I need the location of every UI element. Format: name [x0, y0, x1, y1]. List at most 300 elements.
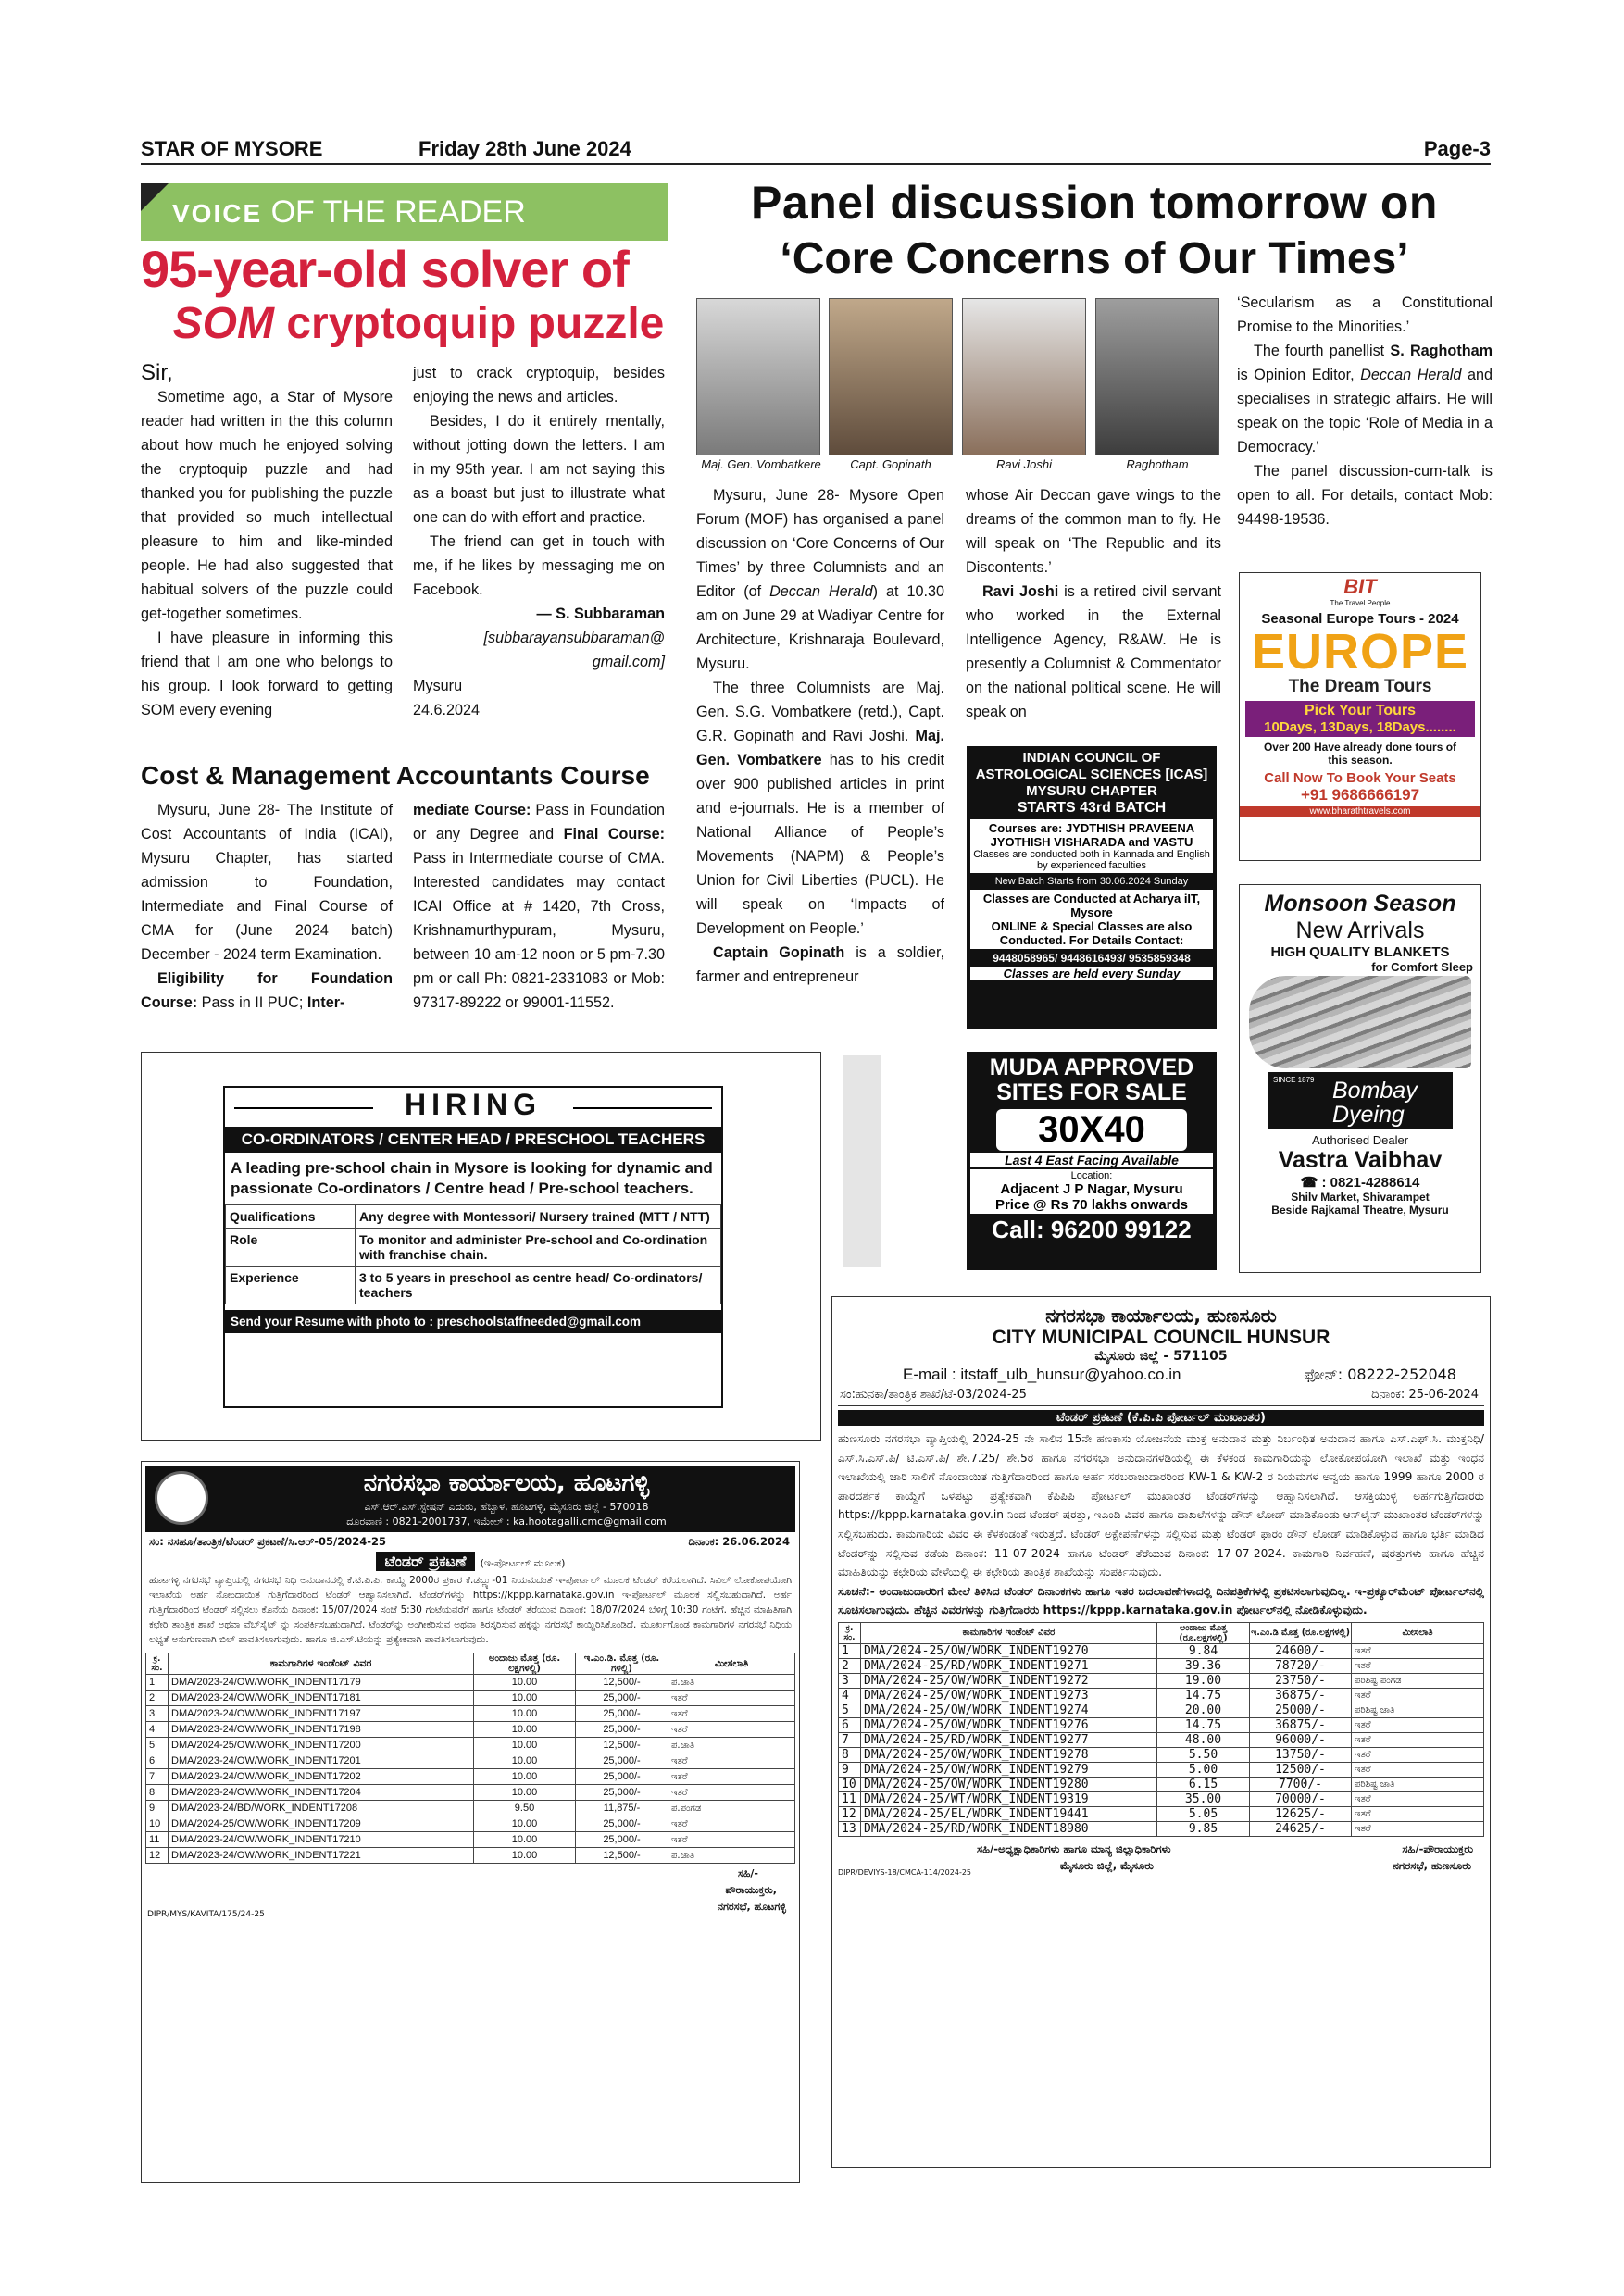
table-cell: 9.85: [1157, 1821, 1250, 1836]
hootagalli-ref: ಸಂ: ನಸಹೂ/ತಾಂತ್ರಿಕ/ಟೆಂಡರ್ ಪ್ರಕಟಣೆ/ಸಿ.ಆರ್-05/2024-25: [149, 1535, 387, 1548]
table-cell: ಪ.ಜಾತಿ: [668, 1738, 795, 1753]
caption-gopinath: Capt. Gopinath: [850, 457, 931, 471]
cma-inter-label: Inter-: [306, 994, 345, 1011]
table-row: [839, 1673, 1484, 1688]
hiring-rule-right: [573, 1107, 712, 1109]
table-row: [839, 1688, 1484, 1703]
table-row: [146, 1816, 795, 1832]
table-cell: 20.00: [1157, 1703, 1250, 1717]
panel-col-1: [696, 483, 944, 989]
cma-final: Pass in Intermediate course of CMA. Interested candidates may contact ICAI Office at # 1420, 7th Cross, Krishnamurthypuram, Mysuru, between 10 am-12 noon or 5 pm-7.30 pm or call Ph: 0821-2331083 or Mob: 97317-89222 or 99001-11552.: [413, 850, 665, 1011]
hootagalli-address: ಎಸ್.ಆರ್.ಎಸ್.ಸ್ಟೇಷನ್ ಎದುರು, ಹೆಬ್ಬಾಳ, ಹೂಟಗಳ್ಳಿ, ಮೈಸೂರು ಜಿಲ್ಲೆ - 570018: [364, 1501, 649, 1513]
table-cell: 25,000/-: [576, 1753, 668, 1769]
cma-intermediate-label: mediate Course:: [413, 802, 531, 818]
table-cell: ಇತರೆ: [668, 1769, 795, 1785]
astro-phones: 9448058965/ 9448616493/ 9535859348: [993, 952, 1191, 965]
blanket-image: [1249, 976, 1471, 1068]
table-cell: DMA/2024-25/OW/WORK_INDENT19280: [861, 1777, 1157, 1791]
table-cell: 9: [839, 1762, 861, 1777]
hootagalli-notice-bar: [145, 1553, 795, 1571]
photo-vombatkere: [696, 298, 820, 455]
table-cell: 10.00: [474, 1832, 576, 1848]
table-row: [839, 1762, 1484, 1777]
table-row: [146, 1722, 795, 1738]
muda-line-2: SITES FOR SALE: [996, 1079, 1187, 1105]
table-cell: 9.50: [474, 1801, 576, 1816]
hunsur-body: ಹುಣಸೂರು ನಗರಸಭಾ ವ್ಯಾಪ್ತಿಯಲ್ಲಿ 2024-25 ನೇ ಸಾಲಿನ 15ನೇ ಹಣಕಾಸು ಯೋಜನೆಯ ಮುಕ್ತ ಅನುದಾನ ಮತ್ತು ನಿರ್ಬಂಧಿತ ಅನುದಾನ ಹಾಗೂ ಎಸ್.ಎಫ್.ಸಿ. ಮುಕ್ತನಿಧಿ/ ಎಸ್.ಸಿ.ಎಸ್.ಪಿ/ ಟಿ.ಎಸ್.ಪಿ/ ಶೇ.7.25/ ಶೇ.5ರ ಹಾಗೂ ನಗರಸಭಾ ಅನುದಾನಗಳಡಿಯಲ್ಲಿ ಈ ಕೆಳಕಂಡ ಕಾಮಗಾರಿಯನ್ನು ಲೋಕೋಪಯೋಗಿ ಇಲಾಖೆ ಮತ್ತು ಇಂಧನ ಇಲಾಖೆಯಲ್ಲಿ ಜಾರಿ ಸಾಲಿಗೆ ನೊಂದಾಯಿತ ಗುತ್ತಿಗೆದಾರರಿಂದ ಹಾಗೂ ಅರ್ಹ ಸರಬರಾಜುದಾರರಿಂದ KW-1 & KW-2 ರ ನಿಯಮಗಳ ಅನ್ವಯ ಹಾಗೂ 1999 ಹಾಗೂ 2000 ರ ಪಾರದರ್ಶಕ ಕಾಯ್ದೆಗೆ ಒಳಪಟ್ಟು ಪ್ರತ್ಯೇಕವಾಗಿ ಕೆಪಿಪಿಪಿ ಪೋರ್ಟಲ್ ಮುಖಾಂತರ ಟೆಂಡರ್‌ಗಳನ್ನು ಆಹ್ವಾನಿಸಲಾಗಿದೆ. ಆಸಕ್ತಿಯುಳ್ಳ ಅರ್ಹಗುತ್ತಿಗೆದಾರರು https://kppp.karnataka.gov.in ನಿಂದ ಟೆಂಡರ್ ಷರತ್ತು, ಇಎಂಡಿ ವಿವರ ಹಾಗೂ ದಾಖಲೆಗಳನ್ನು ಡೌನ್ ಲೋಡ್ ಮಾಡಿಕೊಂಡು ಆನ್‌ಲೈನ್ ಮುಖಾಂತರ ಟೆಂಡರ್‌ಗಳನ್ನು ಸಲ್ಲಿಸಬಹುದು. ಕಾಮಗಾರಿಯ ವಿವರ ಈ ಕೆಳಕಂಡಂತೆ ಇರುತ್ತದೆ. ಟೆಂಡರ್ ಅಕ್ಷೇಪಣೆಗಳನ್ನು ಸಲ್ಲಿಸುವ ಮತ್ತು ಟೆಂಡರ್ ಫಾರಂ ಡೌನ್ ಲೋಡ್ ಮಾಡಿಕೊಳ್ಳುವ ಹಾಗೂ ಭರ್ತಿ ಮಾಡಿದ ಟೆಂಡರ್‌ನ್ನು ಸಲ್ಲಿಸುವ ಕಡೆಯ ದಿನಾಂಕ: 11-07-2024 ಹಾಗೂ ಟೆಂಡರ್ ತೆರೆಯುವ ದಿನಾಂಕ: 17-07-2024. ಕಾಮಗಾರಿ ನಿರ್ವಹಣೆ, ಷರತ್ತುಗಳು ಹಾಗೂ ಹೆಚ್ಚಿನ ಮಾಹಿತಿಯನ್ನು ಕಛೇರಿಯ ವೇಳೆಯಲ್ಲಿ ಈ ಕಛೇರಿಯ ತಾಂತ್ರಿಕ ಶಾಖೆಯನ್ನು ಸಂಪರ್ಕಿಸುವುದು.: [838, 1432, 1484, 1579]
table-cell: 2: [839, 1658, 861, 1673]
table-cell: ಇತರೆ: [1352, 1643, 1484, 1658]
hiring-key: Role: [226, 1229, 356, 1267]
bombay-since: SINCE 1879: [1273, 1076, 1315, 1084]
table-row: [226, 1205, 721, 1229]
table-cell: 8: [839, 1747, 861, 1762]
hootagalli-sign-2: ಪೌರಾಯುಕ್ತರು,: [725, 1884, 777, 1896]
table-row: [839, 1732, 1484, 1747]
hunsur-sign-left-1: ಸಹಿ/-ಅಧ್ಯಕ್ಷಾಧಿಕಾರಿಗಳು ಹಾಗೂ ಮಾನ್ಯ ಜಿಲ್ಲಾಧಿಕಾರಿಗಳು: [977, 1841, 1171, 1855]
table-cell: ಪರಿಶಿಷ್ಟ ಪಂಗಡ: [1352, 1673, 1484, 1688]
panel-vombatkere-label: Maj. Gen. Vombatkere: [696, 728, 944, 768]
ad-bombay-dyeing: [1239, 884, 1481, 1273]
table-cell: 5.00: [1157, 1762, 1250, 1777]
table-row: [839, 1717, 1484, 1732]
grey-strip: [843, 1055, 881, 1267]
table-cell: 25,000/-: [576, 1832, 668, 1848]
bombay-brand-2: Dyeing: [1332, 1102, 1405, 1128]
europe-pick: Pick Your Tours: [1304, 703, 1417, 718]
emblem-icon: [155, 1471, 208, 1525]
table-cell: 7: [146, 1769, 169, 1785]
muda-price: Price @ Rs 70 lakhs onwards: [994, 1197, 1189, 1213]
europe-days: 10Days, 13Days, 18Days........: [1264, 719, 1456, 735]
cma-intro: Mysuru, June 28- The Institute of Cost Accountants of India (ICAI), Mysuru Chapter, has started admission to Foundation, Intermediate and Final Course of CMA for (June 2024 batch) December - 2024 term Examination.: [141, 802, 393, 963]
hunsur-signature: [838, 1837, 1484, 1883]
hootagalli-signature: [145, 1864, 795, 1928]
table-row: [839, 1643, 1484, 1658]
table-cell: 1: [146, 1675, 169, 1691]
table-cell: 48.00: [1157, 1732, 1250, 1747]
hootagalli-date: ದಿನಾಂಕ: 26.06.2024: [688, 1535, 790, 1548]
table-cell: 19.00: [1157, 1673, 1250, 1688]
table-cell: ಇತರೆ: [1352, 1732, 1484, 1747]
column-header: ಕ್ರ. ಸಂ.: [839, 1622, 861, 1643]
table-cell: 6: [146, 1753, 169, 1769]
table-row: [146, 1753, 795, 1769]
hootagalli-notice: ಟೆಂಡರ್ ಪ್ರಕಟಣೆ: [376, 1552, 476, 1571]
masthead: [141, 137, 1491, 165]
panel-headline-1: Panel discussion tomorrow on: [751, 177, 1438, 229]
table-row: [146, 1832, 795, 1848]
panel-contact: The panel discussion-cum-talk is open to all. For details, contact Mob: 94498-19536.: [1237, 463, 1493, 528]
hootagalli-table: [145, 1653, 795, 1864]
photo-raghotham: [1095, 298, 1219, 455]
table-cell: ಇತರೆ: [1352, 1688, 1484, 1703]
ad-astro: [967, 746, 1217, 1029]
table-cell: 24600/-: [1250, 1643, 1352, 1658]
muda-loc: Adjacent J P Nagar, Mysuru: [1000, 1181, 1183, 1197]
table-cell: 12,500/-: [576, 1738, 668, 1753]
reader-kicker: [141, 183, 668, 241]
table-cell: 24625/-: [1250, 1821, 1352, 1836]
cma-col-1: [141, 798, 393, 1015]
reader-col-2: [413, 361, 665, 722]
europe-big: EUROPE: [1251, 624, 1469, 680]
table-row: [226, 1229, 721, 1267]
table-cell: ಇತರೆ: [1352, 1658, 1484, 1673]
hunsur-table: [838, 1622, 1484, 1837]
bombay-h3: HIGH QUALITY BLANKETS: [1270, 944, 1450, 960]
table-cell: 10.00: [474, 1753, 576, 1769]
column-header: ಅಂದಾಜು ಮೊತ್ತ (ರೂ. ಲಕ್ಷಗಳಲ್ಲಿ): [474, 1653, 576, 1675]
column-header: ಇ.ಎಂ.ಡಿ. ಮೊತ್ತ (ರೂ. ಗಳಲ್ಲಿ): [576, 1653, 668, 1675]
astro-newbatch: New Batch Starts from 30.06.2024 Sunday: [994, 876, 1189, 887]
astro-courses-2: JYOTHISH VISHARADA and VASTU: [990, 835, 1193, 849]
panel-raghotham-label: S. Raghotham: [1390, 343, 1493, 359]
astro-sunday: Classes are held every Sunday: [970, 967, 1213, 980]
reader-para: The friend can get in touch with me, if he likes by messaging me on Facebook.: [413, 533, 665, 598]
table-row: [146, 1706, 795, 1722]
table-cell: 9.84: [1157, 1643, 1250, 1658]
table-cell: ಇತರೆ: [1352, 1717, 1484, 1732]
bombay-addr-2: Beside Rajkamal Theatre, Mysuru: [1271, 1204, 1449, 1217]
table-cell: 5.50: [1157, 1747, 1250, 1762]
table-cell: DMA/2024-25/OW/WORK_INDENT19272: [861, 1673, 1157, 1688]
europe-line-1: Seasonal Europe Tours - 2024: [1261, 611, 1459, 627]
table-cell: ಪ.ಪಂಗಡ: [668, 1801, 795, 1816]
hunsur-ref-row: [838, 1386, 1484, 1406]
table-cell: DMA/2024-25/RD/WORK_INDENT19277: [861, 1732, 1157, 1747]
bombay-brand-1: Bombay: [1332, 1078, 1418, 1104]
column-header: ಮೀಸಲಾತಿ: [668, 1653, 795, 1675]
hootagalli-body: ಹೂಟಗಳ್ಳಿ ನಗರಸಭೆ ವ್ಯಾಪ್ತಿಯಲ್ಲಿ ನಗರಸಭೆ ನಿಧಿ ಅನುದಾನದಲ್ಲಿ ಕೆ.ಟಿ.ಪಿ.ಪಿ. ಕಾಯ್ದೆ 2000ರ ಪ್ರಕಾರ ಕೆ.ಡಬ್ಲ್ಯು-01 ನಿಯಮದಂತೆ ಇ-ಪೋರ್ಟಲ್ ಮೂಲಕ ಟೆಂಡರ್ ಕರೆಯಲಾಗಿದೆ. ಸಿವಿಲ್ ಲೋಕೋಪಯೋಗಿ ಇಲಾಖೆಯ ಅರ್ಹ ನೋಂದಾಯಿತ ಗುತ್ತಿಗೆದಾರರಿಂದ ಟೆಂಡರ್ ಆಹ್ವಾನಿಸಲಾಗಿದೆ. ಟೆಂಡರ್‌ಗಳನ್ನು https://kppp.karnataka.gov.in ಇ-ಪೋರ್ಟಲ್ ಮೂಲಕ ಸಲ್ಲಿಸಬಹುದಾಗಿದೆ. ಅರ್ಹ ಗುತ್ತಿಗೆದಾರರಿಂದ ಟೆಂಡರ್ ಸಲ್ಲಿಸಲು ಕೊನೆಯ ದಿನಾಂಕ: 15/07/2024 ಸಂಜೆ 5:30 ಗಂಟೆಯವರೆಗೆ ಹಾಗೂ ಟೆಂಡರ್ ತೆರೆಯುವ ದಿನಾಂಕ: 18/07/2024 ಬೆಳಿಗ್ಗೆ 10:30 ಗಂಟೆಗೆ. ಹೆಚ್ಚಿನ ಮಾಹಿತಿಗಾಗಿ ಕಛೇರಿ ತಾಂತ್ರಿಕ ಶಾಖೆ ಅಥವಾ ವೆಬ್‌ಸೈಟ್ ನ್ನು ಸಂಪರ್ಕಿಸಬಹುದಾಗಿದೆ. ಟೆಂಡರ್‌ನ್ನು ಅಂಗೀಕರಿಸುವ ಅಥವಾ ತಿರಸ್ಕರಿಸುವ ಹಕ್ಕನ್ನು ನಗರಸಭೆ ಕಾಯ್ದಿರಿಸಿಕೊಂಡಿದೆ. ಮೂರ್ಖಗೊಂಡ ಕಾಮಗಾರಿಗಳ ನಗರಸಭೆ ನಿಧಿಯ ಲಭ್ಯತೆ ಅನುಗುಣವಾಗಿ ಬಿಲ್ ಪಾವತಿಸಲಾಗುವುದು. ಹಾಗೂ ಜಿ.ಎಸ್.ಟಿಯನ್ನು ಪ್ರತ್ಯೇಕವಾಗಿ ಪಾವತಿಸಲಾಗುವುದು.: [149, 1575, 792, 1645]
table-cell: 96000/-: [1250, 1732, 1352, 1747]
kicker-corner: [141, 183, 169, 211]
hiring-value: Any degree with Montessori/ Nursery trained (MTT / NTT): [356, 1205, 721, 1229]
table-cell: 10.00: [474, 1738, 576, 1753]
table-cell: DMA/2023-24/OW/WORK_INDENT17204: [169, 1785, 474, 1801]
reader-headline-2: [159, 298, 678, 349]
tender-hootagalli: [141, 1461, 800, 2183]
cma-col-2: [413, 798, 665, 1015]
caption-vombatkere: Maj. Gen. Vombatkere: [701, 457, 821, 471]
table-cell: DMA/2023-24/OW/WORK_INDENT17179: [169, 1675, 474, 1691]
caption-ravi-joshi: Ravi Joshi: [996, 457, 1052, 471]
table-cell: 12,500/-: [576, 1675, 668, 1691]
table-cell: 10: [839, 1777, 861, 1791]
muda-loc-label: Location:: [1070, 1170, 1113, 1181]
hunsur-note: ಸೂಚನೆ:- ಅಂದಾಜುದಾರರಿಗೆ ಮೇಲೆ ತಿಳಿಸಿದ ಟೆಂಡರ್ ದಿನಾಂಕಗಳು ಹಾಗೂ ಇತರ ಬದಲಾವಣೆಗಳಾದಲ್ಲಿ ದಿನಪತ್ರಿಕೆಗಳಲ್ಲಿ ಪ್ರಕಟಿಸಲಾಗುವುದಿಲ್ಲ. ಇ-ಪ್ರಕ್ಯೂರ್‌ಮೆಂಟ್ ಪೋರ್ಟಲ್‌ನಲ್ಲಿ ಸೂಚಿಸಲಾಗುವುದು. ಹೆಚ್ಚಿನ ವಿವರಗಳನ್ನು ಗುತ್ತಿಗೆದಾರರು https://kppp.karnataka.gov.in ಪೋರ್ಟಲ್‌ನಲ್ಲಿ ನೋಡಿಕೊಳ್ಳುವುದು.: [838, 1584, 1484, 1617]
column-header: ಇ.ಎಂ.ಡಿ ಮೊತ್ತ (ರೂ.ಲಕ್ಷಗಳಲ್ಲಿ): [1250, 1622, 1352, 1643]
table-cell: DMA/2024-25/OW/WORK_INDENT19278: [861, 1747, 1157, 1762]
astro-courses: Courses are: JYDTHISH PRAVEENA: [988, 821, 1195, 835]
table-cell: DMA/2024-25/OW/WORK_INDENT17209: [169, 1816, 474, 1832]
reader-date: 24.6.2024: [413, 702, 481, 718]
table-cell: 25,000/-: [576, 1816, 668, 1832]
table-cell: DMA/2024-25/EL/WORK_INDENT19441: [861, 1806, 1157, 1821]
reader-col-1: [141, 361, 393, 722]
table-cell: 7: [839, 1732, 861, 1747]
caption-raghotham: Raghotham: [1126, 457, 1189, 471]
reader-headline-1: 95-year-old solver of: [141, 240, 629, 298]
table-cell: ಇತರೆ: [668, 1816, 795, 1832]
column-header: ಕ್ರ. ಸಂ.: [146, 1653, 169, 1675]
table-cell: ಇತರೆ: [1352, 1747, 1484, 1762]
panel-gopinath-label: Captain Gopinath: [713, 944, 845, 961]
table-cell: 12: [839, 1806, 861, 1821]
hootagalli-sign-1: ಸಹಿ/-: [738, 1867, 758, 1879]
cma-headline: Cost & Management Accountants Course: [141, 761, 650, 790]
astro-at: Classes are Conducted at Acharya iIT, Mysore: [982, 892, 1201, 919]
hootagalli-sign-3: ನಗರಸಭೆ, ಹೂಟಗಳ್ಳಿ: [717, 1901, 786, 1913]
table-cell: 25,000/-: [576, 1722, 668, 1738]
table-cell: 35.00: [1157, 1791, 1250, 1806]
reader-place: Mysuru: [413, 678, 463, 694]
table-cell: ಇತರೆ: [1352, 1821, 1484, 1836]
panel-columnists: The three Columnists are Maj. Gen. S.G. Vombatkere (retd.), Capt. G.R. Gopinath and Ravi Joshi.: [696, 680, 944, 744]
table-header-row: [839, 1622, 1484, 1643]
table-cell: DMA/2024-25/OW/WORK_INDENT19274: [861, 1703, 1157, 1717]
table-cell: 14.75: [1157, 1688, 1250, 1703]
table-cell: DMA/2024-25/OW/WORK_INDENT19273: [861, 1688, 1157, 1703]
hiring-key: Experience: [226, 1267, 356, 1304]
hunsur-contact-row: [838, 1364, 1484, 1386]
table-cell: 10.00: [474, 1691, 576, 1706]
europe-phone: +91 9686666197: [1300, 786, 1420, 804]
table-cell: DMA/2024-25/OW/WORK_INDENT17200: [169, 1738, 474, 1753]
table-cell: ಇತರೆ: [1352, 1791, 1484, 1806]
table-cell: 70000/-: [1250, 1791, 1352, 1806]
table-cell: DMA/2023-24/OW/WORK_INDENT17202: [169, 1769, 474, 1785]
astro-info-box: [970, 890, 1213, 949]
panel-headline-2: ‘Core Concerns of Our Times’: [780, 234, 1409, 283]
hootagalli-phone: ದೂರವಾಣಿ : 0821-2001737, ಇಮೇಲ್ : ka.hootagalli.cmc@gmail.com: [346, 1516, 667, 1528]
astro-starts: STARTS 43rd BATCH: [1017, 800, 1167, 816]
panel-photos: [696, 298, 1220, 474]
bombay-shop: Vastra Vaibhav: [1278, 1147, 1443, 1173]
cma-eligibility: Pass in II PUC;: [201, 994, 304, 1011]
hiring-value: 3 to 5 years in preschool as centre head/ Co-ordinators/ teachers: [356, 1267, 721, 1304]
table-cell: 9: [146, 1801, 169, 1816]
muda-loc-box: [970, 1169, 1213, 1214]
table-cell: ಇತರೆ: [668, 1722, 795, 1738]
table-cell: 10.00: [474, 1785, 576, 1801]
table-cell: 10.00: [474, 1848, 576, 1864]
bombay-dealer: Authorised Dealer: [1311, 1133, 1409, 1147]
page-number: Page-3: [1423, 137, 1491, 160]
hiring-intro: A leading pre-school chain in Mysore is looking for dynamic and passionate Co-ordinators / Centre head / Pre-school teachers.: [231, 1159, 713, 1197]
table-cell: 25,000/-: [576, 1769, 668, 1785]
reader-para: just to crack cryptoquip, besides enjoying the news and articles.: [413, 365, 665, 406]
hunsur-ref: ಸಂ:ಹುನಕಾ/ತಾಂತ್ರಿಕ ಶಾಖೆ/ಟೆ-03/2024-25: [840, 1388, 1027, 1402]
table-row: [839, 1747, 1484, 1762]
table-cell: 11: [146, 1832, 169, 1848]
muda-call: Call: 96200 99122: [992, 1216, 1192, 1243]
table-cell: 13750/-: [1250, 1747, 1352, 1762]
table-cell: 10.00: [474, 1722, 576, 1738]
panel-intro-b: ) at 10.30 am on June 29 at Wadiyar Centre for Architecture, Krishnaraja Boulevard, Mysuru.: [696, 583, 944, 672]
panel-vombatkere: has to his credit over 900 published articles in print and e-journals. He is a member of National Alliance of People’s Movements (NAPM) & People’s Union for Civil Liberties (PUCL). He will speak on ‘Impacts of Development on People.’: [696, 752, 944, 937]
panel-ravi: is a retired civil servant who worked in the External Intelligence Agency, R&AW. He is presently a Columnist & Commentator on the national political scene. He will speak on: [966, 583, 1221, 720]
table-cell: ಇತರೆ: [668, 1753, 795, 1769]
table-cell: DMA/2023-24/OW/WORK_INDENT17201: [169, 1753, 474, 1769]
hiring-sub: CO-ORDINATORS / CENTER HEAD / PRESCHOOL TEACHERS: [225, 1127, 721, 1153]
table-cell: DMA/2024-25/OW/WORK_INDENT19279: [861, 1762, 1157, 1777]
table-cell: 10: [146, 1816, 169, 1832]
cma-eligibility-label: Eligibility for Foundation Course:: [141, 970, 393, 1011]
table-cell: 2: [146, 1691, 169, 1706]
astro-classes: Classes are conducted both in Kannada and English by experienced faculties: [973, 849, 1210, 871]
panel-raghotham-b: and specialises in strategic affairs. He will speak on the topic ‘Role of Media in a Democracy.’: [1237, 367, 1493, 455]
headline-rest: cryptoquip puzzle: [286, 299, 665, 348]
table-cell: 36875/-: [1250, 1688, 1352, 1703]
hunsur-date: ದಿನಾಂಕ: 25-06-2024: [1371, 1388, 1479, 1402]
table-cell: 10.00: [474, 1706, 576, 1722]
table-cell: ಪರಿಶಿಷ್ಟ ಜಾತಿ: [1352, 1777, 1484, 1791]
europe-sub: The Dream Tours: [1288, 677, 1432, 696]
hunsur-sign-right-2: ನಗರಸಭೆ, ಹುಣಸೂರು: [1393, 1858, 1471, 1872]
table-cell: 10.00: [474, 1816, 576, 1832]
table-cell: 25000/-: [1250, 1703, 1352, 1717]
reader-para: Besides, I do it entirely mentally, without jotting down the letters. I am in my 95th year. I am not saying this as a boast but just to illustrate what one can do with effort and practice.: [413, 413, 665, 526]
table-cell: ಪ.ಜಾತಿ: [668, 1675, 795, 1691]
europe-logo: BIT: [1343, 575, 1377, 598]
table-cell: 5.05: [1157, 1806, 1250, 1821]
table-cell: DMA/2024-25/WT/WORK_INDENT19319: [861, 1791, 1157, 1806]
hunsur-sign-right-1: ಸಹಿ/-ಪೌರಾಯುಕ್ತರು: [1402, 1841, 1473, 1855]
table-cell: 7700/-: [1250, 1777, 1352, 1791]
europe-web: www.bharathtravels.com: [1240, 806, 1480, 817]
table-cell: DMA/2023-24/OW/WORK_INDENT17210: [169, 1832, 474, 1848]
panel-gopinath: is a soldier, farmer and entrepreneur: [696, 944, 944, 985]
table-cell: ಇತರೆ: [668, 1785, 795, 1801]
table-cell: DMA/2023-24/OW/WORK_INDENT17198: [169, 1722, 474, 1738]
table-row: [839, 1777, 1484, 1791]
bombay-logo-box: [1268, 1072, 1453, 1129]
paper-name: STAR OF MYSORE: [141, 137, 323, 160]
table-cell: ಇತರೆ: [1352, 1762, 1484, 1777]
headline-som: SOM: [172, 299, 274, 348]
panel-intro: Mysuru, June 28- Mysore Open Forum (MOF) has organised a panel discussion on ‘Core Concerns of Our Times’ by three Columnists and an Editor (of: [696, 487, 944, 600]
hootagalli-ref-row: [145, 1532, 795, 1551]
cma-final-label: Final Course:: [563, 826, 666, 842]
ad-hiring-frame: [141, 1052, 821, 1441]
hunsur-sign-left-2: ಮೈಸೂರು ಜಿಲ್ಲೆ, ಮೈಸೂರು: [1060, 1858, 1154, 1872]
column-header: ಅಂದಾಜು ಮೊತ್ತ (ರೂ.ಲಕ್ಷಗಳಲ್ಲಿ): [1157, 1622, 1250, 1643]
bombay-phone: ☎ : 0821-4288614: [1300, 1175, 1420, 1191]
europe-over: Over 200 Have already done tours of this season.: [1263, 741, 1457, 767]
panel-dh-2: Deccan Herald: [1360, 367, 1462, 383]
table-cell: 25,000/-: [576, 1706, 668, 1722]
table-cell: 5: [839, 1703, 861, 1717]
hunsur-email: E-mail : itstaff_ulb_hunsur@yahoo.co.in: [903, 1366, 1181, 1383]
cma-intermediate: Pass in Foundation or any Degree and: [413, 802, 665, 842]
panel-fourth: The fourth panellist: [1254, 343, 1385, 359]
reader-signature: — S. Subbaraman: [536, 605, 665, 622]
astro-online: ONLINE & Special Classes are also Conducted. For Details Contact:: [991, 919, 1193, 947]
ad-hiring: [223, 1086, 723, 1408]
bombay-h1: Monsoon Season: [1264, 891, 1456, 917]
column-header: ಮೀಸಲಾತಿ: [1352, 1622, 1484, 1643]
table-cell: 12,500/-: [576, 1848, 668, 1864]
table-row: [226, 1267, 721, 1304]
muda-size: 30X40: [996, 1109, 1187, 1151]
table-cell: 25,000/-: [576, 1785, 668, 1801]
kicker-voice: VOICE: [172, 199, 263, 228]
table-cell: 12: [146, 1848, 169, 1864]
column-header: ಕಾಮಗಾರಿಗಳ ಇಂಡೆಂಟ್ ವಿವರ: [861, 1622, 1157, 1643]
muda-line-1: MUDA APPROVED: [989, 1054, 1194, 1080]
table-cell: 10.00: [474, 1675, 576, 1691]
table-cell: 78720/-: [1250, 1658, 1352, 1673]
table-cell: DMA/2023-24/OW/WORK_INDENT17221: [169, 1848, 474, 1864]
panel-ravi-label: Ravi Joshi: [982, 583, 1059, 600]
table-row: [839, 1806, 1484, 1821]
table-cell: 11,875/-: [576, 1801, 668, 1816]
hiring-footer: Send your Resume with photo to : preschoolstaffneeded@gmail.com: [225, 1310, 721, 1333]
hootagalli-office: ನಗರಸಭಾ ಕಾರ್ಯಾಲಯ, ಹೂಟಗಳ್ಳಿ: [363, 1469, 650, 1497]
table-cell: 3: [839, 1673, 861, 1688]
table-cell: 4: [839, 1688, 861, 1703]
table-cell: 39.36: [1157, 1658, 1250, 1673]
panel-col-3: [1237, 291, 1493, 531]
table-row: [839, 1658, 1484, 1673]
table-cell: 6: [839, 1717, 861, 1732]
table-header-row: [146, 1653, 795, 1675]
column-header: ಕಾಮಗಾರಿಗಳ ಇಂಡೆಂಟ್ ವಿವರ: [169, 1653, 474, 1675]
table-cell: DMA/2023-24/OW/WORK_INDENT17197: [169, 1706, 474, 1722]
table-cell: DMA/2024-25/RD/WORK_INDENT19271: [861, 1658, 1157, 1673]
table-cell: DMA/2024-25/OW/WORK_INDENT19276: [861, 1717, 1157, 1732]
astro-course-box: [970, 819, 1213, 873]
reader-salutation: Sir,: [141, 360, 173, 385]
table-row: [839, 1703, 1484, 1717]
photo-gopinath: [829, 298, 953, 455]
panel-gopinath-cont: whose Air Deccan gave wings to the dreams of the common man to fly. He will speak on ‘The Republic and its Discontents.’: [966, 487, 1221, 576]
table-cell: ಇತರೆ: [1352, 1806, 1484, 1821]
table-cell: 12625/-: [1250, 1806, 1352, 1821]
table-row: [146, 1675, 795, 1691]
table-cell: ಇತರೆ: [668, 1706, 795, 1722]
table-cell: ಇತರೆ: [668, 1691, 795, 1706]
table-cell: DMA/2023-24/BD/WORK_INDENT17208: [169, 1801, 474, 1816]
panel-dh: Deccan Herald: [769, 583, 873, 600]
hiring-table: [225, 1204, 721, 1304]
table-cell: 5: [146, 1738, 169, 1753]
table-row: [146, 1738, 795, 1753]
panel-raghotham: is Opinion Editor,: [1237, 367, 1355, 383]
hunsur-notice: ಟೆಂಡರ್ ಪ್ರಕಟಣೆ (ಕೆ.ಪಿ.ಪಿ ಪೋರ್ಟಲ್ ಮುಖಾಂತರ): [838, 1410, 1484, 1426]
bombay-h4: for Comfort Sleep: [1371, 960, 1473, 974]
hunsur-district: ಮೈಸೂರು ಜಿಲ್ಲೆ - 571105: [1094, 1349, 1228, 1364]
tender-hunsur: [831, 1296, 1491, 2168]
hunsur-phone: ಫೋನ್: 08222-252048: [1304, 1366, 1456, 1383]
hiring-key: Qualifications: [226, 1205, 356, 1229]
hiring-value: To monitor and administer Pre-school and Co-ordination with franchise chain.: [356, 1229, 721, 1267]
europe-tag: The Travel People: [1330, 599, 1391, 607]
table-cell: 11: [839, 1791, 861, 1806]
reader-para: I have pleasure in informing this friend that I am one who belongs to his group. I look forward to getting SOM every evening: [141, 630, 393, 718]
hunsur-dipr: DIPR/DEVIYS-18/CMCA-114/2024-25: [838, 1867, 972, 1877]
table-row: [146, 1691, 795, 1706]
table-cell: 8: [146, 1785, 169, 1801]
panel-ravi-cont: ‘Secularism as a Constitutional Promise to the Minorities.’: [1237, 294, 1493, 335]
ad-europe: [1239, 572, 1481, 861]
table-cell: DMA/2023-24/OW/WORK_INDENT17181: [169, 1691, 474, 1706]
table-cell: ಇತರೆ: [668, 1832, 795, 1848]
table-cell: ಪ.ಜಾತಿ: [668, 1848, 795, 1864]
table-cell: 10.00: [474, 1769, 576, 1785]
table-row: [839, 1821, 1484, 1836]
